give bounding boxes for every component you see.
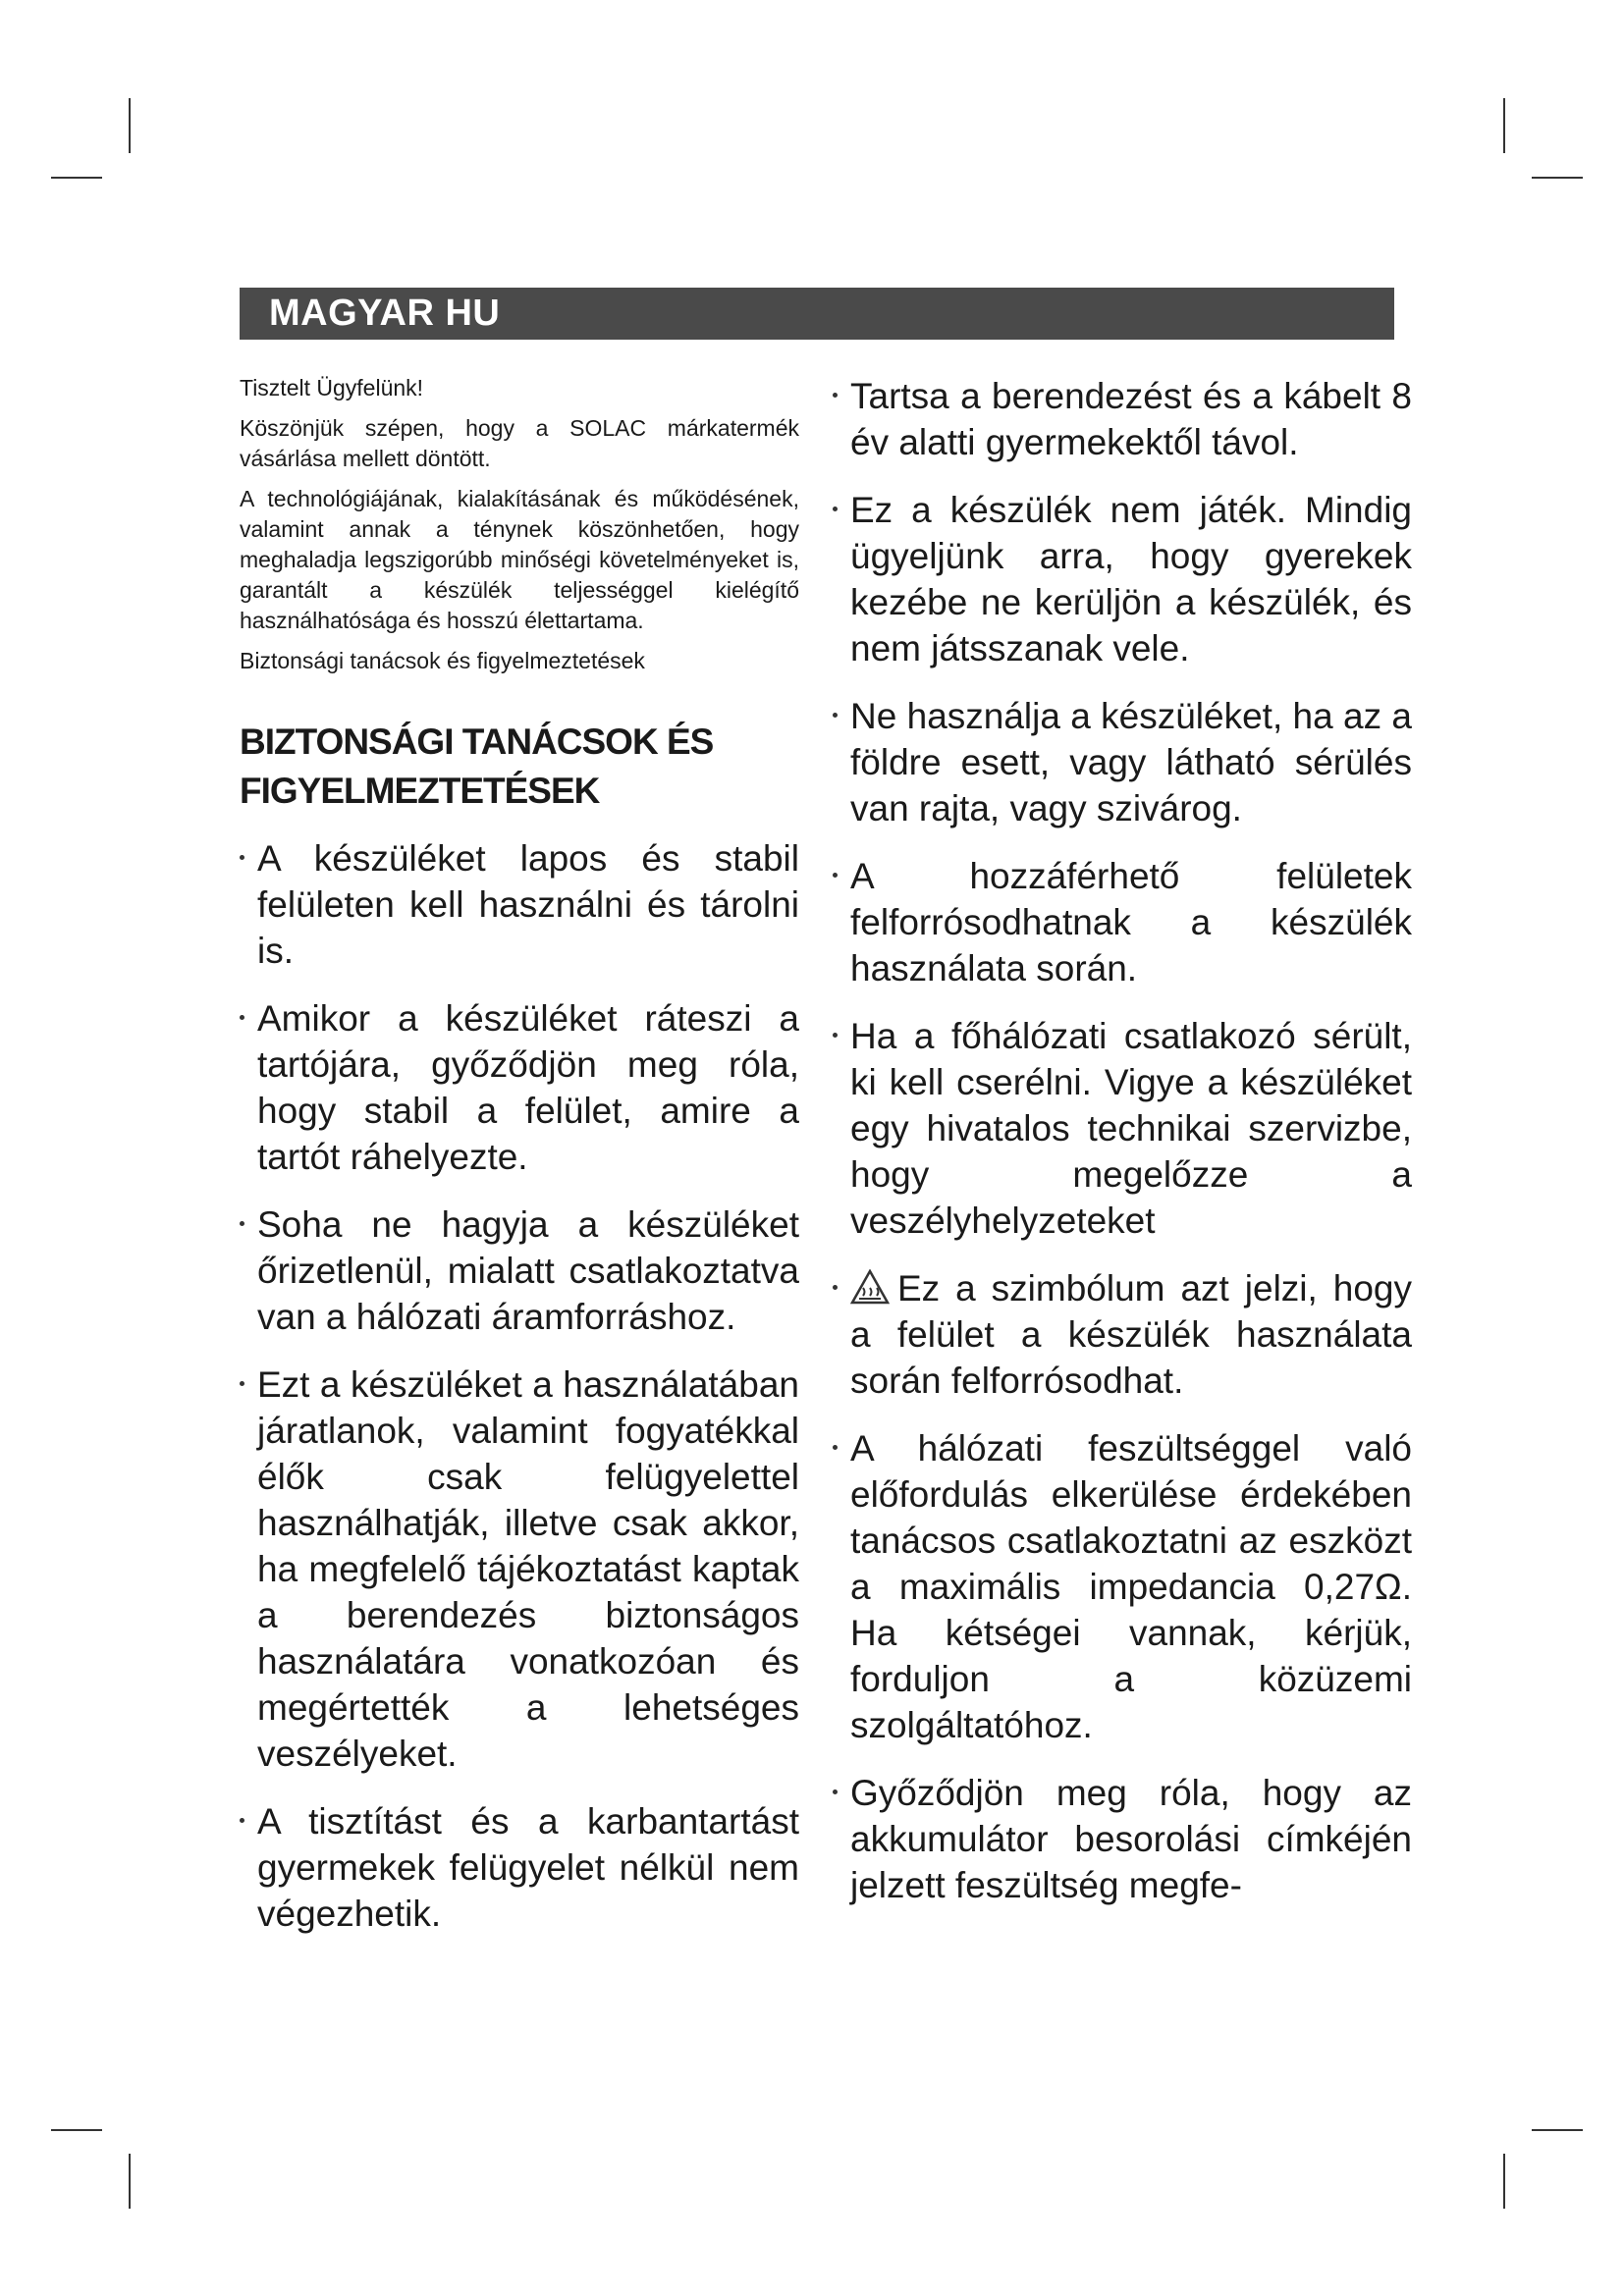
list-item <box>833 373 1412 465</box>
list-item <box>240 995 799 1180</box>
language-header-bar: MAGYAR HU <box>240 288 1394 340</box>
crop-mark <box>51 2129 102 2131</box>
bullet-dot <box>833 393 838 398</box>
crop-mark <box>129 98 131 153</box>
list-item <box>240 1798 799 1937</box>
list-item-text: Győződjön meg róla, hogy az akkumulátor besorolási címkéjén jelzett feszültség megfe- <box>850 1773 1412 1905</box>
safety-subtitle: Biztonsági tanácsok és figyelmeztetések <box>240 648 645 673</box>
bullet-dot <box>240 1818 244 1823</box>
list-item-text: Amikor a készüléket ráteszi a tartójára, győződjön meg róla, hogy stabil a felület, amire a tartót ráhelyezte. <box>257 998 799 1177</box>
list-item <box>833 693 1412 831</box>
bullet-dot <box>240 855 244 860</box>
list-item-text: A hozzáférhető felületek felforrósodhatnak a készülék használata során. <box>850 856 1412 988</box>
intro-text <box>240 373 799 676</box>
bullet-dot <box>833 713 838 718</box>
list-item-text: Ez a szimbólum azt jelzi, hogy a felület a készülék használata során felforrósodhat. <box>850 1268 1412 1401</box>
bullet-dot <box>833 1445 838 1450</box>
technology-paragraph: A technológiájának, kialakításának és működésének, valamint annak a ténynek köszönhetően, hogy meghaladja legszigorúbb minőségi követelményeket is, garantált a készülék teljességgel kielégítő használhatósága és hosszú élettartama. <box>240 486 799 633</box>
list-item <box>833 853 1412 991</box>
bullet-dot <box>833 1789 838 1794</box>
bullet-dot <box>240 1221 244 1226</box>
left-column <box>240 373 799 1958</box>
bullet-dot <box>240 1015 244 1020</box>
bullet-dot <box>240 1381 244 1386</box>
bullet-dot <box>833 507 838 511</box>
list-item <box>240 1201 799 1340</box>
list-item-text: Tartsa a berendezést és a kábelt 8 év alatti gyermekektől távol. <box>850 376 1412 462</box>
hot-surface-warning-icon <box>850 1269 890 1305</box>
right-column <box>833 373 1412 1930</box>
greeting: Tisztelt Ügyfelünk! <box>240 375 424 400</box>
bullet-dot <box>833 1033 838 1038</box>
list-item-symbol <box>833 1265 1412 1404</box>
list-item <box>833 1013 1412 1244</box>
crop-mark <box>51 177 102 179</box>
list-item-text: Ne használja a készüléket, ha az a földre esett, vagy látható sérülés van rajta, vagy szivárog. <box>850 696 1412 828</box>
crop-mark <box>129 2154 131 2209</box>
bullet-dot <box>833 1285 838 1290</box>
crop-mark <box>1503 2154 1505 2209</box>
list-item-text: Ez a készülék nem játék. Mindig ügyeljünk arra, hogy gyerekek kezébe ne kerüljön a készülék, és nem játsszanak vele. <box>850 490 1412 668</box>
list-item-text: A készüléket lapos és stabil felületen kell használni és tárolni is. <box>257 838 799 971</box>
list-item <box>240 835 799 974</box>
section-heading: BIZTONSÁGI TANÁCSOK ÉS FIGYELMEZTETÉSEK <box>240 721 714 811</box>
list-item <box>833 1770 1412 1908</box>
crop-mark <box>1532 2129 1583 2131</box>
crop-mark <box>1503 98 1505 153</box>
list-item-text: Ezt a készüléket a használatában járatlanok, valamint fogyatékkal élők csak felügyelettel használhatják, illetve csak akkor, ha megfelelő tájékoztatást kaptak a berendezés biztonságos használatára vonatkozóan és megértették a lehetséges veszélyeket. <box>257 1364 799 1774</box>
list-item <box>833 1425 1412 1748</box>
list-item <box>833 487 1412 671</box>
bullet-dot <box>833 873 838 878</box>
list-item <box>240 1362 799 1777</box>
list-item-text: A hálózati feszültséggel való előfordulás elkerülése érdekében tanácsos csatlakoztatni az eszközt a maximális impedancia 0,27Ω. Ha kétségei vannak, kérjük, forduljon a közüzemi szolgáltatóhoz. <box>850 1428 1412 1745</box>
crop-mark <box>1532 177 1583 179</box>
list-item-text: Ha a főhálózati csatlakozó sérült, ki kell cserélni. Vigye a készüléket egy hivatalos technikai szervizbe, hogy megelőzze a veszélyhelyzeteket <box>850 1016 1412 1241</box>
list-item-text: A tisztítást és a karbantartást gyermekek felügyelet nélkül nem végezhetik. <box>257 1801 799 1934</box>
list-item-text: Soha ne hagyja a készüléket őrizetlenül, mialatt csatlakoztatva van a hálózati áramforráshoz. <box>257 1204 799 1337</box>
thanks-paragraph: Köszönjük szépen, hogy a SOLAC márkatermék vásárlása mellett döntött. <box>240 415 799 471</box>
